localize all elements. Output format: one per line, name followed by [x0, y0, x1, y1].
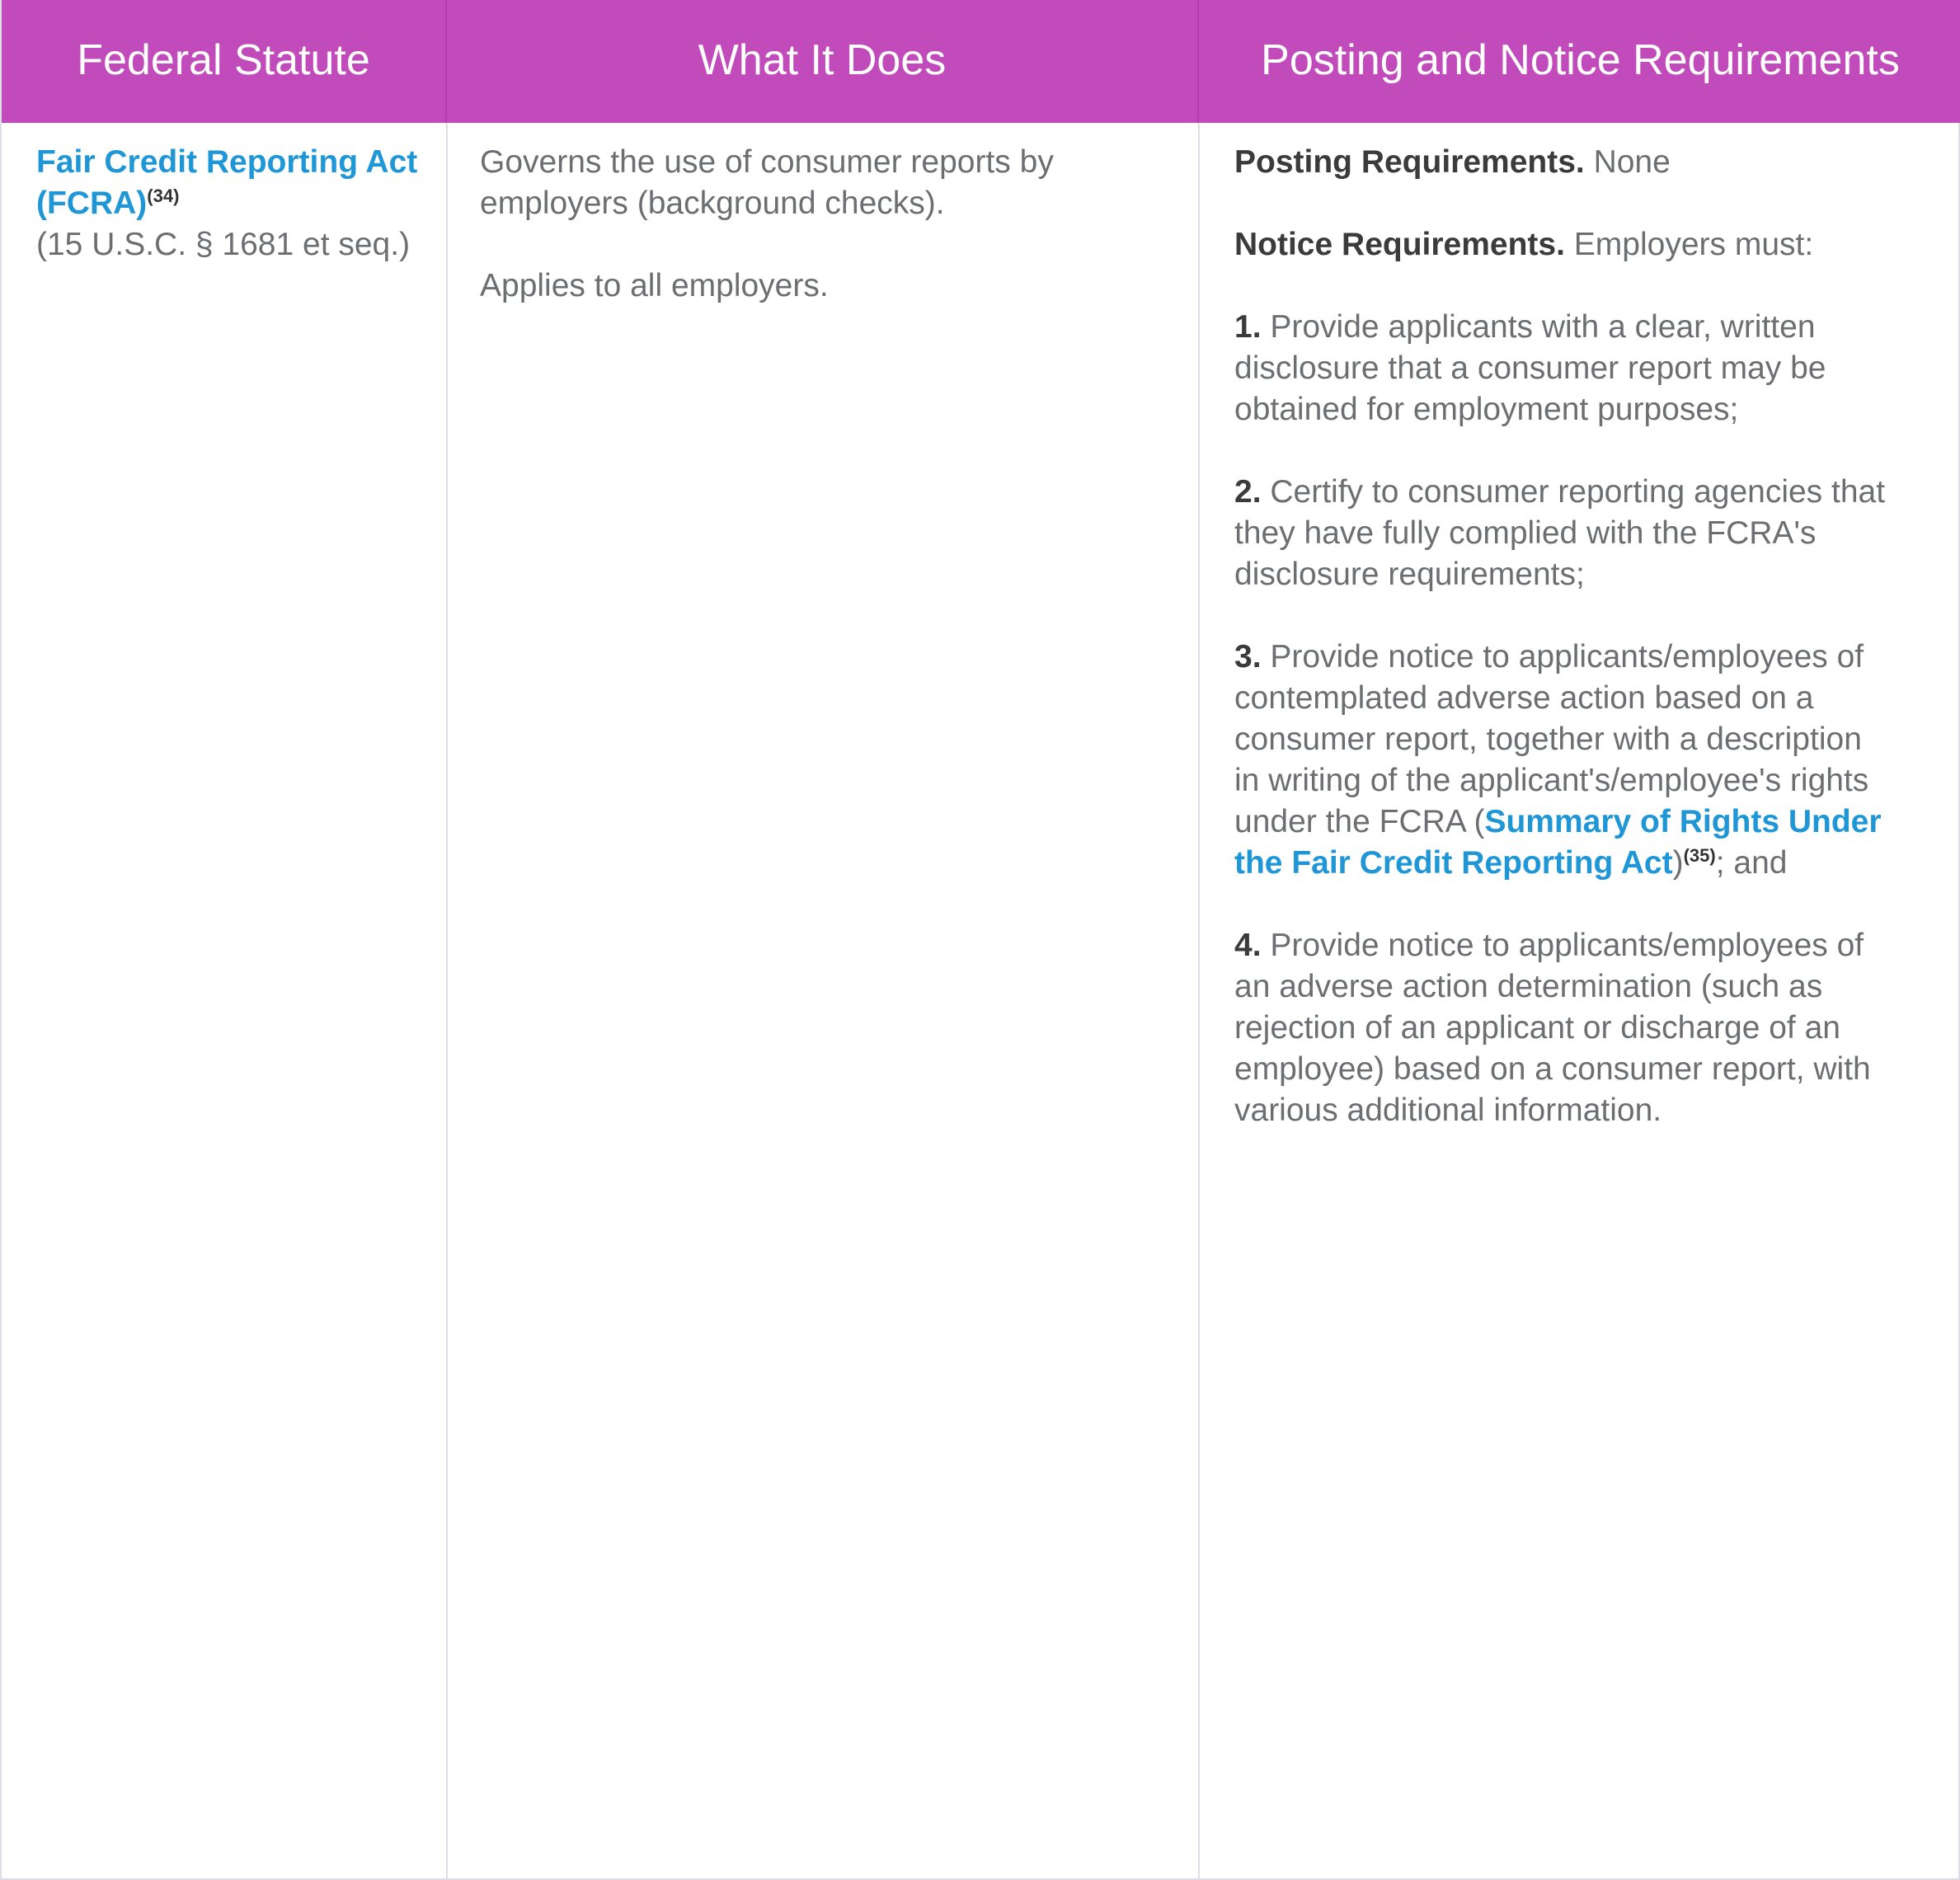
item-number: 1.	[1234, 309, 1262, 345]
requirement-item-3	[1234, 637, 1931, 884]
item-text-line: Certify to consumer reporting agencies that	[1261, 474, 1886, 510]
header-what-it-does: What It Does	[447, 0, 1199, 123]
item-text-line: in writing of the applicant's/employee's rights	[1234, 763, 1869, 798]
item-text-line: consumer report, together with a description	[1234, 721, 1862, 757]
fcra-link-line1[interactable]: Fair Credit Reporting Act	[36, 144, 418, 180]
header-federal-statute: Federal Statute	[2, 0, 447, 123]
description-line1: Governs the use of consumer reports by	[480, 144, 1054, 180]
item-number: 3.	[1234, 639, 1262, 674]
summary-of-rights-link-line2[interactable]: the Fair Credit Reporting Act	[1234, 845, 1673, 881]
footnote-35: (35)	[1683, 845, 1716, 866]
summary-of-rights-link-line1[interactable]: Summary of Rights Under	[1484, 804, 1882, 839]
notice-requirements-label: Notice Requirements.	[1234, 227, 1565, 262]
item-text-line: an adverse action determination (such as	[1234, 969, 1823, 1004]
item-number: 2.	[1234, 474, 1262, 510]
posting-requirements-value: None	[1584, 144, 1671, 180]
header-posting-notice: Posting and Notice Requirements	[1261, 35, 1900, 84]
footnote-34: (34)	[147, 186, 180, 206]
what-it-does-cell	[480, 142, 1173, 307]
item-text-line: rejection of an applicant or discharge of an	[1234, 1010, 1840, 1046]
column-divider-1	[446, 123, 448, 1880]
posting-requirements-label: Posting Requirements.	[1234, 144, 1585, 180]
statute-citation: (15 U.S.C. § 1681 et seq.)	[36, 227, 411, 262]
fcra-link-line2[interactable]: (FCRA)	[36, 186, 148, 221]
applicability-text: Applies to all employers.	[480, 268, 829, 303]
item-text-suffix: ; and	[1715, 845, 1788, 881]
requirement-item-1	[1234, 307, 1931, 430]
item-text-line: Provide notice to applicants/employees of	[1261, 928, 1864, 963]
item-number: 4.	[1234, 928, 1262, 963]
column-divider-2	[1198, 123, 1200, 1880]
item-text-line: disclosure that a consumer report may be	[1234, 350, 1826, 386]
item-text-line: Provide applicants with a clear, written	[1261, 309, 1816, 345]
item-text-line: under the FCRA (	[1234, 804, 1485, 839]
item-text-line: obtained for employment purposes;	[1234, 392, 1739, 427]
item-text-line: they have fully complied with the FCRA's	[1234, 515, 1817, 551]
requirement-item-4	[1234, 925, 1931, 1131]
table-header	[2, 0, 1960, 123]
item-text-line: Provide notice to applicants/employees of	[1261, 639, 1864, 674]
item-text-line: various additional information.	[1234, 1093, 1662, 1128]
notice-requirements-value: Employers must:	[1564, 227, 1814, 262]
link-close-paren: )	[1672, 845, 1684, 881]
requirements-cell	[1234, 142, 1931, 1131]
statute-cell	[36, 142, 432, 266]
item-text-line: employee) based on a consumer report, with	[1234, 1051, 1871, 1087]
requirement-item-2	[1234, 472, 1931, 595]
item-text-line: disclosure requirements;	[1234, 557, 1585, 592]
description-line2: employers (background checks).	[480, 186, 945, 221]
item-text-line: contemplated adverse action based on a	[1234, 680, 1814, 716]
